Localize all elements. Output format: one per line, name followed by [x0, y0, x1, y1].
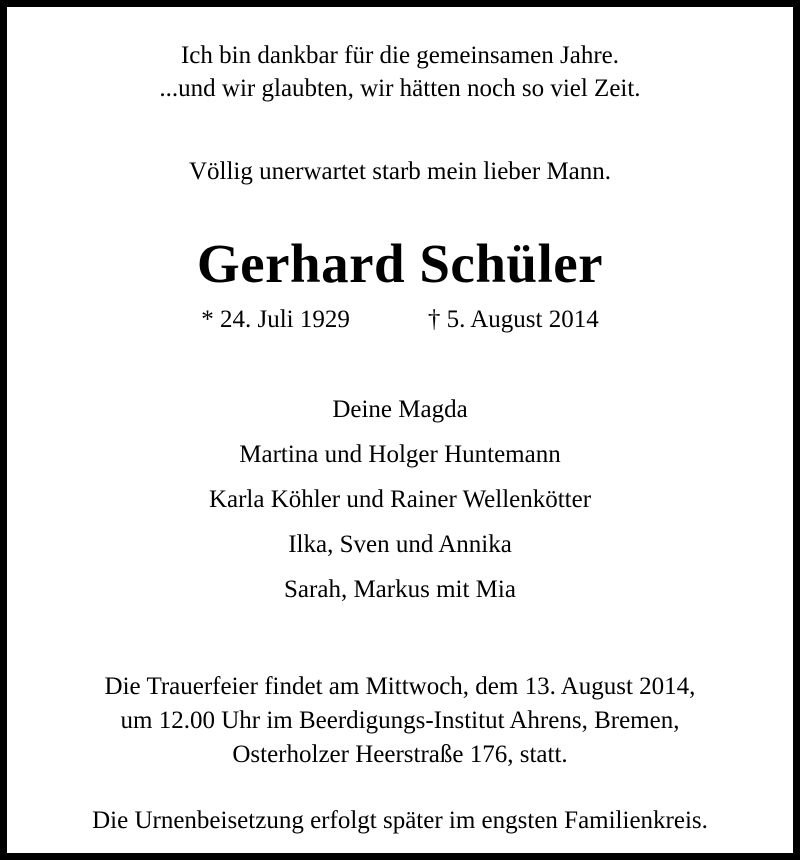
epitaph-line-1: Ich bin dankbar für die gemeinsamen Jahre.	[180, 42, 620, 69]
obituary-content	[47, 39, 753, 836]
life-dates	[47, 305, 753, 335]
epitaph-block	[47, 39, 753, 105]
mourner-line: Deine Magda	[332, 396, 468, 423]
mourner-line: Karla Köhler und Rainer Wellenkötter	[208, 486, 592, 513]
service-line: Osterholzer Heerstraße 176, statt.	[232, 741, 568, 768]
mourner-line: Sarah, Markus mit Mia	[284, 576, 516, 603]
service-line: um 12.00 Uhr im Beerdigungs-Institut Ahrens, Bremen,	[120, 707, 680, 734]
epitaph-line-2: ...und wir glaubten, wir hätten noch so viel Zeit.	[159, 75, 641, 102]
service-details	[47, 670, 753, 772]
closing-note: Die Urnenbeisetzung erfolgt später im engsten Familienkreis.	[92, 807, 708, 834]
deceased-name: Gerhard Schüler	[196, 233, 604, 294]
mourners-list	[47, 387, 753, 612]
death-date: † 5. August 2014	[427, 306, 599, 333]
service-line: Die Trauerfeier findet am Mittwoch, dem 13. August 2014,	[104, 673, 696, 700]
mourner-line: Martina und Holger Huntemann	[239, 441, 561, 468]
intro-text: Völlig unerwartet starb mein lieber Mann.	[188, 158, 612, 185]
mourner-line: Ilka, Sven und Annika	[288, 531, 512, 558]
birth-date: * 24. Juli 1929	[201, 306, 350, 333]
